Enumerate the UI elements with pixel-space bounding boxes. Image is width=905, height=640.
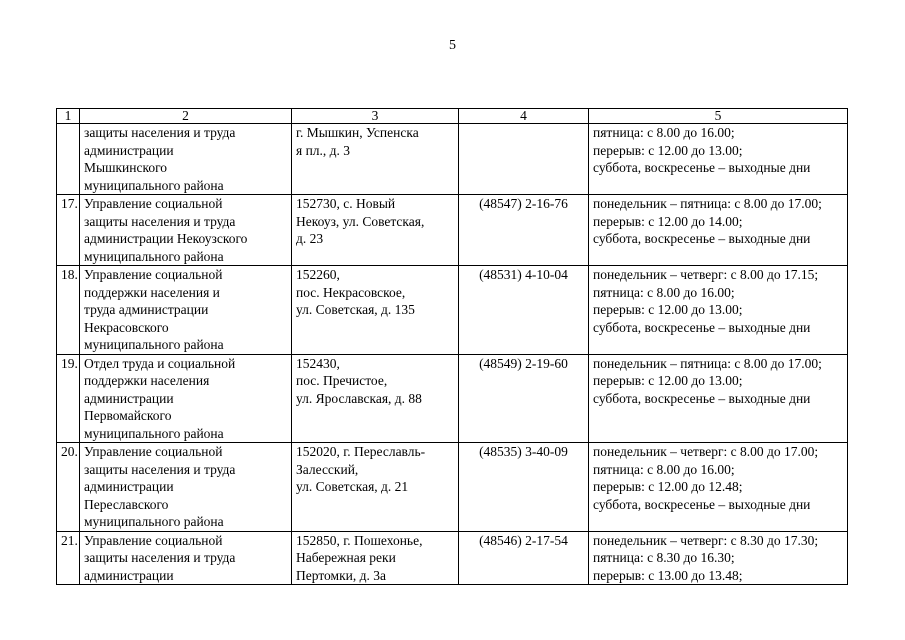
header-col-5: 5 [589,109,848,124]
organization-name [80,531,292,585]
organization-name [80,195,292,266]
address-line: 152430, [296,355,340,371]
working-hours-line: перерыв: с 12.00 до 13.00; [593,302,743,317]
working-hours-line: пятница: с 8.00 до 16.00; [593,461,735,477]
table-row [57,266,848,355]
address-line: пос. Некрасовское, [296,284,406,300]
address-line: 152730, с. Новый [296,196,396,211]
organization-name-line: защиты населения и труда [84,125,236,140]
working-hours [589,266,848,355]
address [292,266,459,355]
working-hours-line: суббота, воскресенье – выходные дни [593,496,811,512]
table-row [57,124,848,195]
organization-name-line: защиты населения и труда [84,461,236,477]
address-line: Залесский, [296,461,359,477]
address-line: 152850, г. Пошехонье, [296,532,423,548]
organization-name-line: Переславского [84,496,169,512]
working-hours-line: перерыв: с 13.00 до 13.48; [593,567,743,583]
address [292,195,459,266]
header-col-1: 1 [57,109,80,124]
address-line: 152020, г. Переславль- [296,444,426,459]
organization-name [80,354,292,443]
organization-name [80,266,292,355]
organization-name-line: защиты населения и труда [84,550,236,565]
organization-name-line: поддержки населения [84,373,210,388]
row-number: 21. [57,531,80,585]
working-hours-line: перерыв: с 12.00 до 14.00; [593,213,743,229]
address [292,443,459,532]
organization-name-line: муниципального района [84,514,224,529]
working-hours-line: понедельник – пятница: с 8.00 до 17.00; [593,355,822,371]
working-hours-line: пятница: с 8.30 до 16.30; [593,550,735,565]
working-hours [589,443,848,532]
row-number: 20. [57,443,80,532]
organization-name-line: администрации [84,567,174,583]
row-number: 18. [57,266,80,355]
organization-name-line: труда администрации [84,302,209,317]
row-number: 19. [57,354,80,443]
header-col-2: 2 [80,109,292,124]
working-hours-line: понедельник – пятница: с 8.00 до 17.00; [593,196,822,211]
address [292,124,459,195]
address-line: д. 23 [296,231,324,246]
organization-name-line: Мышкинского [84,160,168,175]
organization-name-line: администрации [84,390,174,406]
table-body [57,124,848,585]
address-line: Пертомки, д. 3а [296,567,386,583]
organization-name-line: Управление социальной [84,267,223,282]
social-services-table [56,108,848,585]
address-line: пос. Пречистое, [296,373,388,388]
header-row [57,109,848,124]
organization-name-line: Управление социальной [84,196,223,211]
address-line: г. Мышкин, Успенска [296,125,419,140]
address-line: я пл., д. 3 [296,142,351,158]
table-row [57,531,848,585]
working-hours-line: перерыв: с 12.00 до 13.00; [593,373,743,388]
working-hours-line: суббота, воскресенье – выходные дни [593,319,811,335]
organization-name-line: администрации [84,479,174,494]
phone: (48547) 2-16-76 [459,195,589,266]
phone: (48531) 4-10-04 [459,266,589,355]
organization-name-line: администрации Некоузского [84,231,248,246]
phone: (48535) 3-40-09 [459,443,589,532]
working-hours-line: пятница: с 8.00 до 16.00; [593,284,735,300]
phone [459,124,589,195]
header-col-4: 4 [459,109,589,124]
organization-name-line: Отдел труда и социальной [84,355,236,371]
organization-name-line: Первомайского [84,408,172,423]
working-hours-line: понедельник – четверг: с 8.00 до 17.15; [593,267,819,282]
organization-name-line: муниципального района [84,337,224,352]
phone: (48549) 2-19-60 [459,354,589,443]
organization-name-line: муниципального района [84,248,224,264]
working-hours-line: суббота, воскресенье – выходные дни [593,390,811,406]
page-number: 5 [449,38,456,53]
working-hours-line: понедельник – четверг: с 8.00 до 17.00; [593,444,819,459]
working-hours-line: понедельник – четверг: с 8.30 до 17.30; [593,532,819,548]
working-hours [589,531,848,585]
row-number: 17. [57,195,80,266]
table-row [57,354,848,443]
address-line: ул. Ярославская, д. 88 [296,390,422,406]
address-line: Набережная реки [296,550,396,565]
organization-name-line: муниципального района [84,177,224,193]
working-hours-line: пятница: с 8.00 до 16.00; [593,125,735,140]
phone: (48546) 2-17-54 [459,531,589,585]
organization-name-line: муниципального района [84,425,224,441]
organization-name-line: Управление социальной [84,532,223,548]
address-line: Некоуз, ул. Советская, [296,213,425,229]
working-hours [589,354,848,443]
organization-name-line: Некрасовского [84,319,169,335]
address-line: ул. Советская, д. 135 [296,302,415,317]
working-hours-line: суббота, воскресенье – выходные дни [593,160,811,175]
organization-name-line: Управление социальной [84,444,223,459]
address-line: ул. Советская, д. 21 [296,479,409,494]
row-number [57,124,80,195]
table-row [57,443,848,532]
organization-name-line: защиты населения и труда [84,213,236,229]
working-hours [589,124,848,195]
working-hours-line: перерыв: с 12.00 до 12.48; [593,479,743,494]
header-col-3: 3 [292,109,459,124]
organization-name-line: поддержки населения и [84,284,220,300]
working-hours-line: суббота, воскресенье – выходные дни [593,231,811,246]
working-hours-line: перерыв: с 12.00 до 13.00; [593,142,743,158]
address-line: 152260, [296,267,340,282]
table-row [57,195,848,266]
address [292,354,459,443]
organization-name [80,443,292,532]
organization-name-line: администрации [84,142,174,158]
working-hours [589,195,848,266]
organization-name [80,124,292,195]
address [292,531,459,585]
